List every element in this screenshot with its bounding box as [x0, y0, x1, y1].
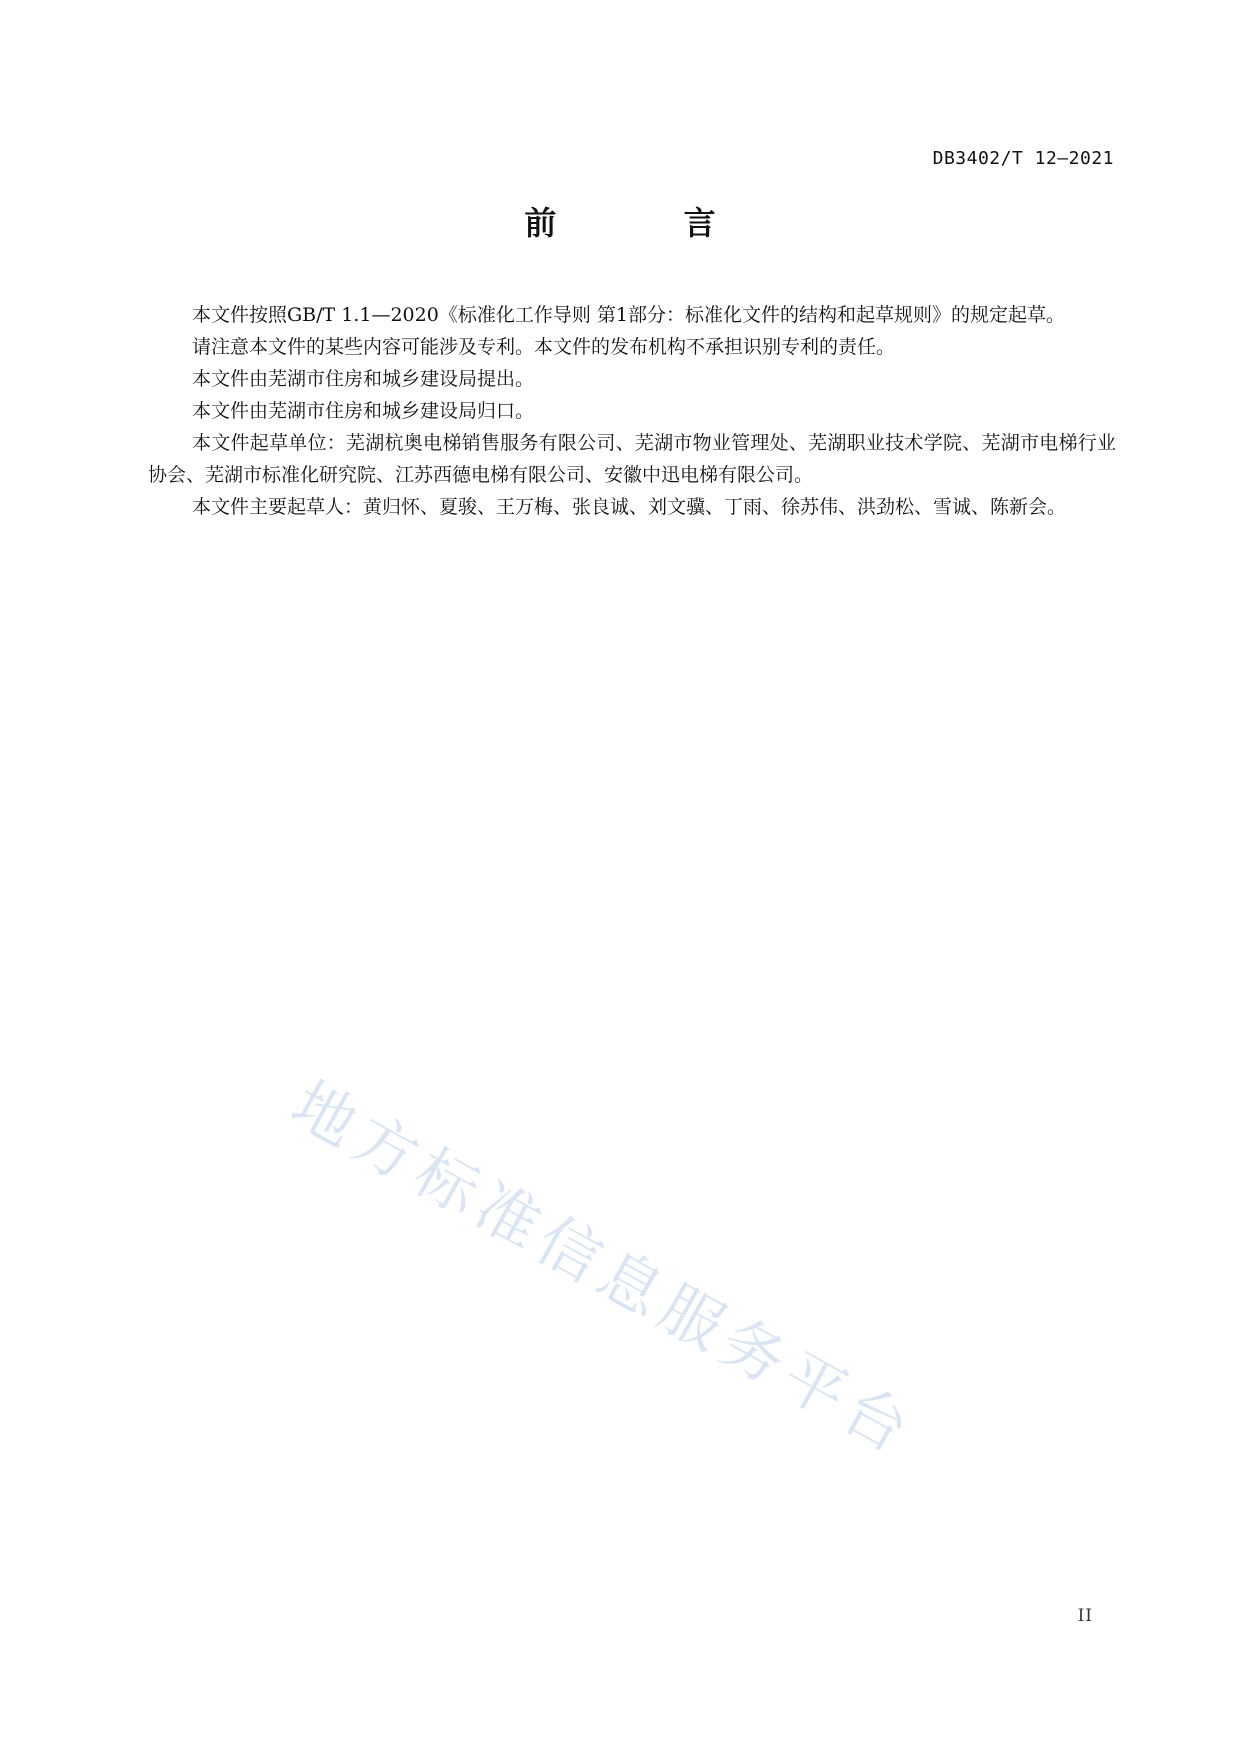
paragraph-proposed-by: 本文件由芜湖市住房和城乡建设局提出。 [192, 368, 535, 390]
paragraph-drafting-rules: 本文件按照GB/T 1.1—2020《标准化工作导则 第1部分：标准化文件的结构和起草规则》的规定起草。 [192, 304, 1065, 326]
paragraph-managed-by: 本文件由芜湖市住房和城乡建设局归口。 [192, 400, 535, 422]
page-number: II [1077, 1606, 1093, 1626]
page-title: 前 言 [524, 204, 774, 242]
document-code: DB3402/T 12—2021 [932, 148, 1114, 169]
watermark-text: 地方标准信息服务平台 [279, 1066, 928, 1471]
paragraph-patent-notice: 请注意本文件的某些内容可能涉及专利。本文件的发布机构不承担识别专利的责任。 [192, 336, 896, 358]
foreword-body [148, 299, 1116, 523]
paragraph-drafters: 本文件主要起草人：黄归怀、夏骏、王万梅、张良诚、刘文骥、丁雨、徐苏伟、洪劲松、雪诚、陈新会。 [192, 496, 1067, 518]
paragraph-drafting-units: 本文件起草单位：芜湖杭奥电梯销售服务有限公司、芜湖市物业管理处、芜湖职业技术学院、芜湖市电梯行业协会、芜湖市标准化研究院、江苏西德电梯有限公司、安徽中迅电梯有限公司。 [148, 432, 1116, 486]
